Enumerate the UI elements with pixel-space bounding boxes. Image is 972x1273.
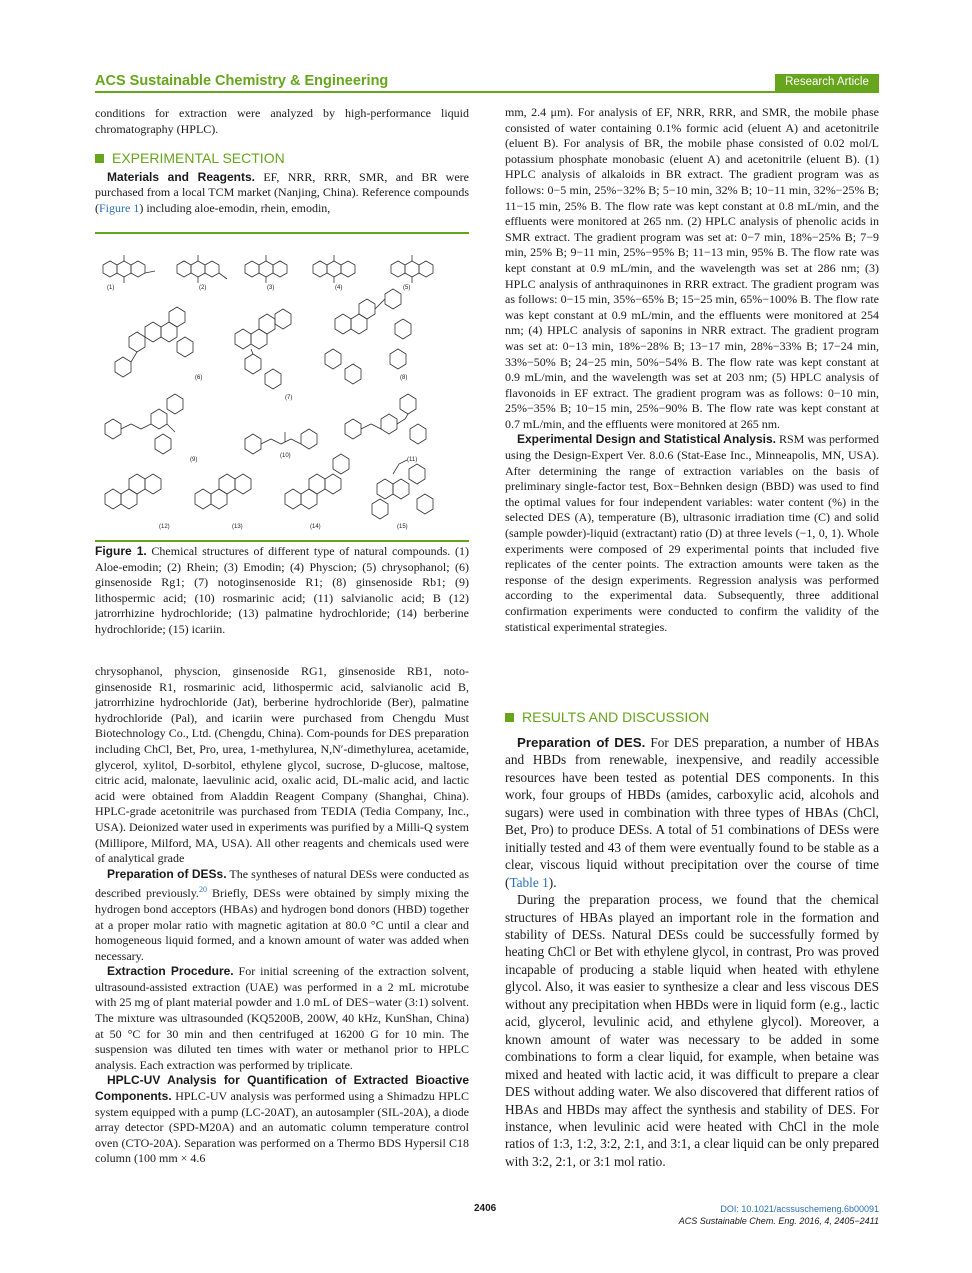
compound-label-1: (1) <box>107 285 115 291</box>
section-square-icon-2 <box>505 713 514 722</box>
right-column-bottom <box>505 708 879 1170</box>
design-paragraph: Experimental Design and Statistical Analysis. RSM was performed using the Design-Expert Ver. 8.0.6 (Stat-Ease Inc., Minneapolis, MN, USA). After determining the range of extraction variables on the basis of preliminary single-factor test, Box−Behnken design (BBD) was used to find the optimal values for four independent variables: water content (%) in the selected DES (A), temperature (B), ultrasonic irradiation time (C) and solid (sample powder)-liquid (extractant) ratio (D) at three levels (−1, 0, 1). Whole experiments were composed of 29 experimental points that included five replicates of the center points. The extraction amounts were taken as the response of the design experiments. Regression analysis was performed according to the experimental data. Subsequently, three additional confirmation experiments were conducted to confirm the validity of the statistical experimental strategies. <box>505 432 879 634</box>
des-paragraph-1: Preparation of DES. For DES preparation, a number of HBAs and HBDs from renewable, inexpensive, and readily accessible resources have been tested as potential DES components. In this work, four groups of HBDs (amides, carboxylic acid, alcohols and sugars) were used in combination with three types of HBAs (ChCl, Bet, Pro) to produce DESs. A total of 51 combinations of DESs were initially tested and 43 of them were eventually found to be stable as a clear, viscous liquid without precipitation over the course of time (Table 1). <box>505 735 879 890</box>
compound-label-5: (5) <box>403 285 411 291</box>
section-square-icon <box>95 154 104 163</box>
figure-top-rule <box>95 232 469 234</box>
intro-paragraph: conditions for extraction were analyzed by high-performance liquid chromatography (HPLC). <box>95 106 469 136</box>
reference-20-link[interactable]: 20 <box>198 885 207 895</box>
experimental-section-heading: EXPERIMENTAL SECTION <box>95 151 469 167</box>
compound-label-3: (3) <box>267 285 275 291</box>
compound-label-13: (13) <box>232 524 243 530</box>
table-1-link[interactable]: Table 1 <box>509 874 549 890</box>
figure-1-link[interactable]: Figure 1 <box>99 200 140 215</box>
compound-label-8: (8) <box>400 375 408 381</box>
figure-1-caption: Figure 1. Chemical structures of different type of natural compounds. (1) Aloe-emodin; (2) Rhein; (3) Emodin; (4) Physcion; (5) chrysophanol; (6) ginsenoside Rg1; (7) notoginsenoside R1; (8) ginsenoside Rb1; (9) lithospermic acid; (10) rosmarinic acid; (11) salvianolic acid; B (12) jatrorrhizine hydrochloride; (13) palmatine hydrochloride; (14) berberine hydrochloride; (15) icariin. <box>95 544 469 636</box>
compound-label-7: (7) <box>285 395 293 401</box>
doi-link[interactable]: DOI: 10.1021/acssuschemeng.6b00091 <box>720 1204 879 1214</box>
compound-label-14: (14) <box>310 524 321 530</box>
right-column-top <box>505 105 879 635</box>
footer-citation <box>679 1203 879 1227</box>
materials-paragraph-continued: chrysophanol, physcion, ginsenoside RG1, ginsenoside RB1, noto-ginsenoside R1, rosmarinic acid, lithospermic acid, salvianolic acid B, jatrorrhizine hydrochloride (Jat), berberine hydrochloride (Ber), palmatine hydrochloride (Pal), and icariin were purchased from Chengdu Must Biotechnology Co., Ltd. (Chengdu, China). Com-pounds for DES preparation including ChCl, Bet, Pro, urea, 1-methylurea, N,N′-dimethylurea, acetamide, glycerol, xylitol, D-sorbitol, ethylene glycol, sucrose, D-glucose, maltose, citric acid, malonate, laevulinic acid, oxalic acid, DL-malic acid, and lactic acid were obtained from Aladdin Reagent Company (Shanghai, China). HPLC-grade acetonitrile was purchased from TEDIA (Tedia Company, Inc., USA). Deionized water used in experiments was purified by a Milli-Q system (Millipore, Milford, MA, USA). All other reagents and chemicals used were of analytical grade <box>95 664 469 866</box>
figure-1-structures <box>95 239 469 538</box>
compound-label-12: (12) <box>159 524 170 530</box>
compound-label-6: (6) <box>195 375 203 381</box>
header-rule <box>95 91 879 93</box>
article-type-badge: Research Article <box>775 74 879 91</box>
figure-bottom-rule <box>95 540 469 542</box>
hplc-paragraph: HPLC-UV Analysis for Quantification of Extracted Bioactive Components. HPLC-UV analysis was performed using a Shimadzu HPLC system equipped with a pump (LC-20AT), an autosampler (SIL-20A), a diode array detector (SPD-M20A) and an automatic column temperature control oven (CTO-20A). Separation was performed on a Thermo BDS Hypersil C18 column (100 mm × 4.6 <box>95 1073 469 1166</box>
materials-paragraph: Materials and Reagents. EF, NRR, RRR, SMR, and BR were purchased from a local TCM market (Nanjing, China). Reference compounds (Figure 1) including aloe-emodin, rhein, emodin, <box>95 169 469 215</box>
compound-label-2: (2) <box>199 285 207 291</box>
prep-des-paragraph: Preparation of DESs. The syntheses of natural DESs were conducted as described previously.$^{20}$ Briefly, DESs were obtained by simply mixing the hydrogen bond acceptors (HBAs) and hydrogen bond donors (HBD) together at a proper molar ratio with magnetic agitation at 80.0 °C until a clear and homogeneous liquid formed, and a known amount of water was added when necessary. <box>95 866 469 963</box>
compound-label-15: (15) <box>397 524 408 530</box>
results-section-heading: RESULTS AND DISCUSSION <box>505 708 879 726</box>
citation-line: ACS Sustainable Chem. Eng. 2016, 4, 2405−2411 <box>678 1216 879 1226</box>
des-paragraph-2: During the preparation process, we found that the chemical structures of HBAs played an important role in the formation and stability of DESs. Natural DESs could be successfully formed by heating ChCl or Bet with ethylene glycol, in contrast, Pro was proved incapable of producing a stable liquid when heated with ethylene glycol. Also, it was easier to synthesize a clear and less viscous DES without any precipitation when HBDs were in liquid form (e.g., lactic acid, glycerol, levulinic acid, and ethylene glycol). Moreover, a known amount of water was necessary to be added in some combinations to form a clear liquid, for example, when betaine was mixed and heated with lactic acid, it was difficult to prepare a clear DES without adding water. We also discovered that different ratios of HBAs and HBDs may affect the synthesis and stability of DES. For instance, when levulinic acid were heated with ChCl in the mole ratios of 1:3, 1:2, 3:2, 2:1, and 3:1, a clear liquid can be only prepared with 3:2, 2:1, or 3:1 mol ratio. <box>505 892 879 1169</box>
compound-label-9: (9) <box>190 457 198 463</box>
compound-label-4: (4) <box>335 285 343 291</box>
page-number: 2406 <box>474 1203 497 1214</box>
left-column-top <box>95 106 469 217</box>
compound-label-10: (10) <box>280 453 291 459</box>
compound-label-11: (11) <box>407 457 418 463</box>
hplc-paragraph-continued: mm, 2.4 μm). For analysis of EF, NRR, RRR, and SMR, the mobile phase consisted of water containing 0.1% formic acid (eluent A) and acetonitrile (eluent B). For analysis of BR, the mobile phase consisted of 0.02 mol/L potassium phosphate monobasic (eluent A) and acetonitrile (eluent B). (1) HPLC analysis of alkaloids in BR extract. The gradient program was as follows: 0−5 min, 25%−32% B; 5−10 min, 32% B; 10−11 min, 32%−25% B; 11−15 min, 25% B. The flow rate was kept constant at 0.8 mL/min, and the effluents were monitored at 265 nm. (2) HPLC analysis of phenolic acids in SMR extract. The gradient program was set at: 0−7 min, 18%−25% B; 7−9 min, 25% B; 9−11 min, 25%−95% B; 11−13 min, 95% B. The flow rate was kept constant at 0.9 mL/min, and the wavelength was set at 286 nm; (3) HPLC analysis of anthraquinones in RRR extract. The gradient program was as follows: 0−15 min, 35%−65% B; 15−25 min, 65%−100% B. The flow rate was kept constant at 0.9 mL/min, and the effluents were monitored at 254 nm; (4) HPLC analysis of saponins in NRR extract. The gradient program was set at: 0−13 min, 18%−28% B; 13−17 min, 28%−33% B; 17−24 min, 33%−50% B; 24−25 min, 50%−54% B. The flow rate was kept constant at 0.9 mL/min, and the wavelength was set at 203 nm; (5) HPLC analysis of flavonoids in EF extract. The gradient program was as follows: 0−10 min, 25%−35% B; 10−15 min, 25%−90% B. The flow rate was kept constant at 0.7 mL/min, and the effluents were monitored at 265 nm. <box>505 105 879 431</box>
extraction-paragraph: Extraction Procedure. For initial screening of the extraction solvent, ultrasound-assisted extraction (UAE) was performed in a 2 mL microtube with 25 mg of plant material powder and 1.0 mL of DES−water (3:1) solvent. The mixture was ultrasounded (KQ5200B, 200W, 40 kHz, KunShan, China) at 50 °C for 30 min and then centrifuged at 16200 G for 10 min. The suspension was diluted ten times with water or methanol prior to HPLC analysis. Each extraction was performed by triplicate. <box>95 964 469 1072</box>
left-column-bottom <box>95 664 469 1167</box>
journal-title: ACS Sustainable Chemistry & Engineering <box>95 73 389 89</box>
